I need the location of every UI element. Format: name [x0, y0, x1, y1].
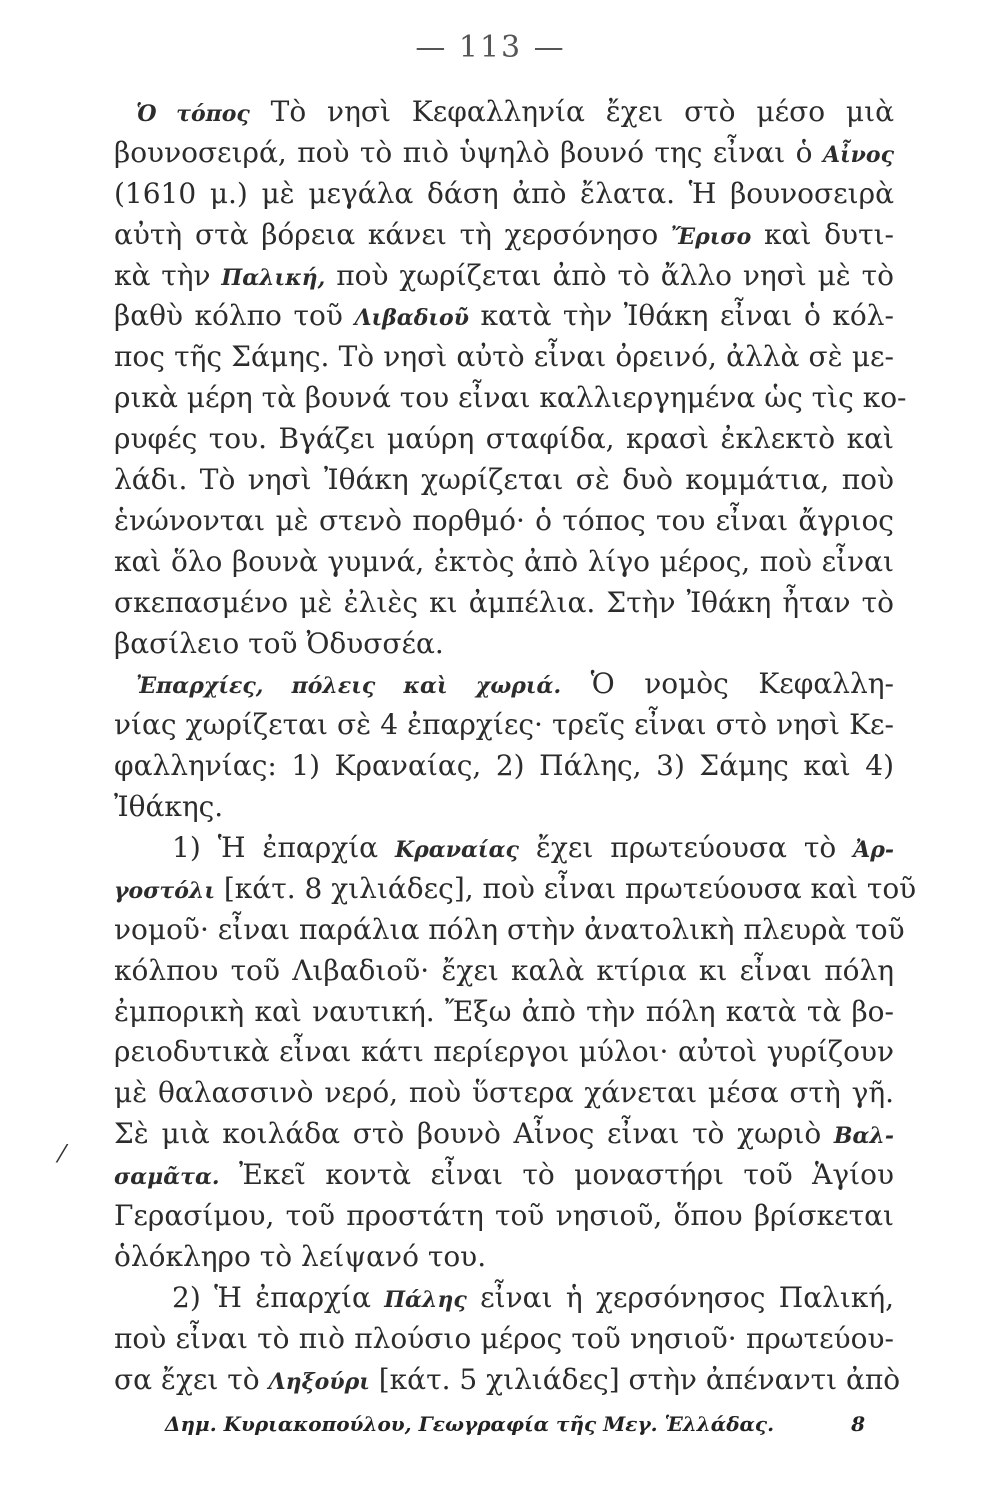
text-run: κόλπου τοῦ Λιβαδιοῦ· ἔχει καλὰ κτίρια κι εἶναι πόλη	[114, 953, 894, 987]
text-line	[114, 419, 894, 460]
text-line	[114, 1360, 901, 1401]
emphasized-term: Ἀρ-	[853, 837, 895, 864]
text-run: καὶ ὅλο βουνὰ γυμνά, ἐκτὸς ἀπὸ λίγο μέρος, ποὺ εἶναι	[114, 544, 894, 578]
page-number: — 113 —	[415, 30, 566, 65]
footer	[165, 1412, 865, 1436]
footer-citation: Δημ. Κυριακοπούλου, Γεωγραφία τῆς Μεγ. Ἑλλάδας.	[165, 1412, 775, 1436]
text-line	[114, 1237, 894, 1278]
emphasized-term: Βαλ-	[833, 1123, 894, 1150]
emphasized-term: γοστόλι	[114, 877, 215, 904]
text-run: 2) Ἡ ἐπαρχία	[172, 1280, 385, 1314]
text-run: Ἰθάκης.	[114, 790, 224, 824]
text-line	[114, 624, 894, 665]
text-line	[114, 1196, 894, 1237]
text-line	[114, 1032, 894, 1073]
text-line	[114, 1073, 894, 1114]
emphasized-term: σαμᾶτα.	[114, 1164, 220, 1191]
text-line	[114, 133, 894, 174]
text-run: αὐτὴ στὰ βόρεια κάνει τὴ χερσόνησο	[114, 217, 672, 251]
text-line	[114, 1114, 894, 1155]
text-run: μὲ θαλασσινὸ νερό, ποὺ ὕστερα χάνεται μέσα στὴ γῆ.	[114, 1076, 894, 1110]
text-run: εἶναι ἡ χερσόνησος Παλική,	[466, 1280, 895, 1314]
text-line	[114, 1319, 894, 1360]
emphasized-term: Ὁ τόπος	[136, 101, 250, 127]
text-run: βαθὺ κόλπο τοῦ	[114, 299, 355, 333]
emphasized-term: Λιβαδιοῦ	[354, 305, 469, 332]
text-run: κατὰ τὴν Ἰθάκη εἶναι ὁ κόλ-	[468, 299, 894, 333]
text-run: ρυφές του. Βγάζει μαύρη σταφίδα, κρασὶ ἐκλεκτὸ καὶ	[114, 422, 894, 456]
emphasized-term: Πάλης	[384, 1286, 467, 1313]
text-line	[114, 787, 894, 828]
text-line	[114, 746, 894, 787]
text-line	[114, 1278, 894, 1319]
emphasized-term: Ἐπαρχίες, πόλεις καὶ χωριά.	[136, 673, 562, 700]
text-run: νομοῦ· εἶναι παράλια πόλη στὴν ἀνατολικὴ πλευρὰ τοῦ	[114, 912, 905, 946]
text-line	[114, 869, 917, 910]
text-line	[114, 583, 894, 624]
text-run: Σὲ μιὰ κοιλάδα στὸ βουνὸ Αἶνος εἶναι τὸ χωριὸ	[114, 1117, 834, 1151]
text-run: ποὺ χωρίζεται ἀπὸ τὸ ἄλλο νησὶ μὲ τὸ	[325, 258, 894, 292]
text-run: λάδι. Τὸ νησὶ Ἰθάκη χωρίζεται σὲ δυὸ κομμάτια, ποὺ	[114, 463, 894, 497]
text-run: [κάτ. 5 χιλιάδες] στὴν ἀπέναντι ἀπὸ	[369, 1362, 901, 1396]
text-line	[114, 1155, 894, 1196]
text-run: ποὺ εἶναι τὸ πιὸ πλούσιο μέρος τοῦ νησιοῦ· πρωτεύου-	[114, 1321, 894, 1355]
text-run: ἐμπορικὴ καὶ ναυτική. Ἔξω ἀπὸ τὴν πόλη κατὰ τὰ βο-	[114, 994, 894, 1028]
emphasized-term: Ἔρισο	[671, 223, 752, 250]
text-line	[114, 992, 894, 1033]
text-run: ρειοδυτικὰ εἶναι κάτι περίεργοι μύλοι· αὐτοὶ γυρίζουν	[114, 1035, 894, 1069]
text-line	[114, 174, 894, 215]
emphasized-term: Κραναίας	[395, 837, 519, 864]
text-run: [κάτ. 8 χιλιάδες], ποὺ εἶναι πρωτεύουσα καὶ τοῦ	[214, 871, 917, 905]
text-run: βασίλειο τοῦ Ὀδυσσέα.	[114, 626, 444, 660]
text-line	[114, 664, 894, 705]
text-run: πος τῆς Σάμης. Τὸ νησὶ αὐτὸ εἶναι ὀρεινό, ἀλλὰ σὲ με-	[114, 340, 894, 374]
text-line	[114, 215, 894, 256]
text-run: νίας χωρίζεται σὲ 4 ἐπαρχίες· τρεῖς εἶναι στὸ νησὶ Κε-	[114, 708, 894, 742]
text-run: Ἐκεῖ κοντὰ εἶναι τὸ μοναστήρι τοῦ Ἁγίου	[219, 1158, 894, 1192]
text-run: Ὁ νομὸς Κεφαλλη-	[561, 667, 894, 701]
text-run: σκεπασμένο μὲ ἐλιὲς κι ἀμπέλια. Στὴν Ἰθάκη ἦταν τὸ	[114, 585, 894, 619]
text-line	[114, 337, 894, 378]
body-text	[114, 92, 917, 1401]
text-run: Γερασίμου, τοῦ προστάτη τοῦ νησιοῦ, ὅπου βρίσκεται	[114, 1199, 894, 1233]
text-run: Τὸ νησὶ Κεφαλληνία ἔχει στὸ μέσο μιὰ	[249, 95, 894, 128]
text-line	[114, 296, 894, 337]
text-line	[114, 542, 894, 583]
emphasized-term: Παλική,	[221, 264, 326, 291]
text-line	[114, 256, 894, 297]
text-line	[114, 951, 894, 992]
text-line	[114, 92, 894, 133]
text-run: ἔχει πρωτεύουσα τὸ	[518, 831, 854, 865]
text-run: (1610 μ.) μὲ μεγάλα δάση ἀπὸ ἔλατα. Ἡ βουνοσειρὰ	[114, 176, 894, 210]
text-run: κὰ τὴν	[114, 258, 222, 292]
text-run: 1) Ἡ ἐπαρχία	[172, 831, 396, 865]
text-line	[114, 828, 894, 869]
text-run: βουνοσειρά, ποὺ τὸ πιὸ ὑψηλὸ βουνό της εἶναι ὁ	[114, 135, 823, 169]
emphasized-term: Αἶνος	[822, 141, 894, 168]
text-run: ἑνώνονται μὲ στενὸ πορθμό· ὁ τόπος του εἶναι ἄγριος	[114, 503, 894, 537]
text-line	[114, 705, 894, 746]
text-run: καὶ δυτι-	[751, 217, 895, 251]
text-line	[114, 910, 905, 951]
text-run: ὁλόκληρο τὸ λείψανό του.	[114, 1239, 487, 1273]
footer-signature: 8	[851, 1412, 865, 1436]
text-run: σα ἔχει τὸ	[114, 1362, 269, 1396]
text-run: ρικὰ μέρη τὰ βουνά του εἶναι καλλιεργημένα ὡς τὶς κο-	[114, 381, 907, 415]
margin-mark: ⁄	[60, 1140, 65, 1168]
text-line	[114, 378, 907, 419]
emphasized-term: Ληξούρι	[268, 1368, 370, 1395]
text-run: φαλληνίας: 1) Κραναίας, 2) Πάλης, 3) Σάμης καὶ 4)	[114, 749, 894, 783]
text-line	[114, 460, 894, 501]
text-line	[114, 501, 894, 542]
